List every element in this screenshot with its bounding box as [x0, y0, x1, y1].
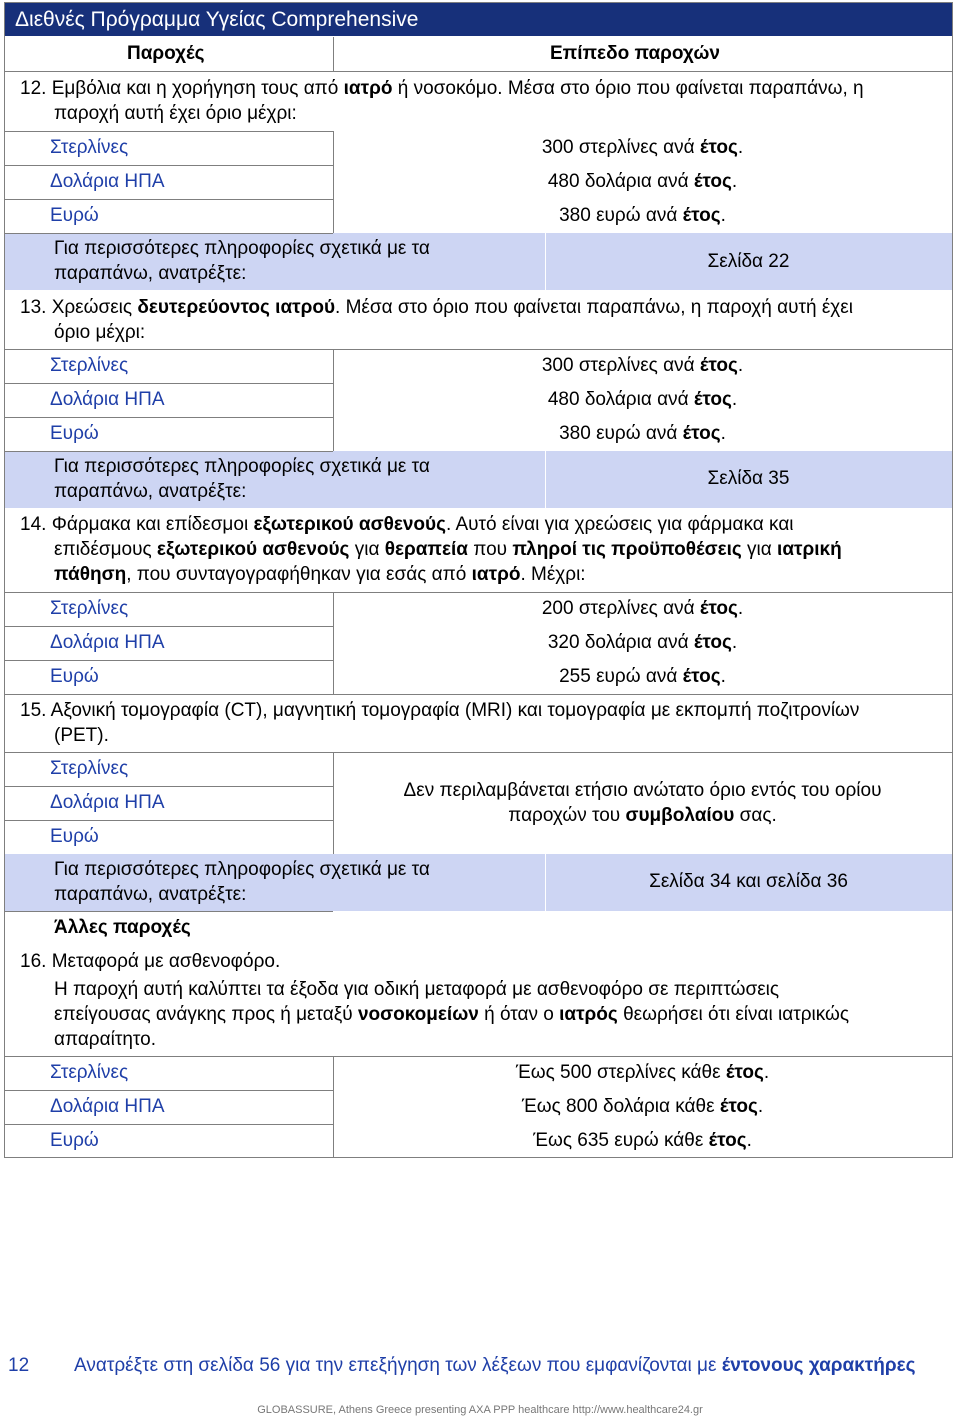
divider: [5, 752, 952, 753]
currency-usd: Δολάρια ΗΠΑ: [50, 389, 165, 410]
item-12-line-1: 12. Εμβόλια και η χορήγηση τους από ιατρό ή νοσοκόμο. Μέσα στο όριο που φαίνεται παραπάνω, η: [20, 78, 864, 99]
currency-gbp: Στερλίνες: [50, 355, 129, 376]
divider: [5, 786, 333, 787]
currency-eur: Ευρώ: [50, 205, 99, 226]
item-16-line-2: επείγουσας ανάγκης προς ή μεταξύ νοσοκομείων ή όταν ο ιατρός θεωρήσει ότι είναι ιατρικώς: [54, 1004, 849, 1025]
limit-usd: 480 δολάρια ανά έτος.: [547, 389, 738, 410]
page-number: 12: [8, 1355, 30, 1376]
currency-usd: Δολάρια ΗΠΑ: [50, 792, 165, 813]
limit-gbp: 300 στερλίνες ανά έτος.: [541, 355, 744, 376]
more-info-label: Για περισσότερες πληροφορίες σχετικά με τα παραπάνω, ανατρέξτε:: [54, 859, 430, 905]
divider: [5, 417, 333, 418]
limit-gbp: 200 στερλίνες ανά έτος.: [541, 598, 744, 619]
item-14-line-2: επιδέσμους εξωτερικού ασθενούς για θεραπεία που πληροί τις προϋποθέσεις για ιατρική: [54, 539, 842, 560]
item-16-line-1: Η παροχή αυτή καλύπτει τα έξοδα για οδική μεταφορά με ασθενοφόρο σε περιπτώσεις: [54, 979, 780, 1000]
no-limit-note: Δεν περιλαμβάνεται ετήσιο ανώτατο όριο εντός του ορίου παροχών του συμβολαίου σας.: [403, 780, 882, 826]
currency-usd: Δολάρια ΗΠΑ: [50, 632, 165, 653]
divider: [5, 199, 333, 200]
currency-eur: Ευρώ: [50, 666, 99, 687]
page-title: Διεθνές Πρόγραμμα Υγείας Comprehensive: [5, 3, 952, 36]
item-16-title: 16. Μεταφορά με ασθενοφόρο.: [20, 951, 281, 972]
divider: [5, 451, 333, 452]
divider: [333, 131, 334, 233]
divider: [5, 660, 333, 661]
limit-usd: 480 δολάρια ανά έτος.: [547, 171, 738, 192]
page-reference: Σελίδα 34 και σελίδα 36: [649, 871, 848, 892]
divider: [5, 165, 333, 166]
item-15-line-2: (PET).: [54, 725, 109, 746]
divider: [5, 1124, 333, 1125]
currency-usd: Δολάρια ΗΠΑ: [50, 171, 165, 192]
page-reference: Σελίδα 35: [707, 468, 790, 489]
credit-line: GLOBASSURE, Athens Greece presenting AXA PPP healthcare http://www.healthcare24.gr: [257, 1404, 703, 1416]
limit-usd: 320 δολάρια ανά έτος.: [547, 632, 738, 653]
more-info-label: Για περισσότερες πληροφορίες σχετικά με τα παραπάνω, ανατρέξτε:: [54, 456, 430, 502]
item-13-line-2: όριο μέχρι:: [54, 322, 146, 343]
divider: [5, 131, 333, 132]
column-header-benefits: Παροχές: [127, 43, 205, 64]
divider: [5, 626, 333, 627]
limit-usd: Έως 800 δολάρια κάθε έτος.: [521, 1096, 764, 1117]
divider: [5, 71, 952, 72]
divider: [333, 349, 334, 451]
limit-eur: 380 ευρώ ανά έτος.: [559, 205, 726, 226]
more-info-label: Για περισσότερες πληροφορίες σχετικά με τα παραπάνω, ανατρέξτε:: [54, 238, 430, 284]
limit-gbp: 300 στερλίνες ανά έτος.: [541, 137, 744, 158]
divider: [5, 233, 333, 234]
column-header-levels: Επίπεδο παροχών: [550, 43, 720, 64]
currency-gbp: Στερλίνες: [50, 758, 129, 779]
divider: [5, 911, 333, 912]
currency-gbp: Στερλίνες: [50, 1062, 129, 1083]
item-15-line-1: 15. Αξονική τομογραφία (CT), μαγνητική τομογραφία (MRI) και τομογραφία με εκπομπή ποζιτρονίων: [20, 700, 860, 721]
divider: [333, 592, 334, 694]
limit-eur: Έως 635 ευρώ κάθε έτος.: [533, 1130, 752, 1151]
divider: [5, 592, 952, 593]
item-14-line-1: 14. Φάρμακα και επίδεσμοι εξωτερικού ασθενούς. Αυτό είναι για χρεώσεις για φάρμακα και: [20, 514, 794, 535]
limit-gbp: Έως 500 στερλίνες κάθε έτος.: [515, 1062, 770, 1083]
divider: [5, 349, 952, 350]
currency-usd: Δολάρια ΗΠΑ: [50, 1096, 165, 1117]
section-heading-other-benefits: Άλλες παροχές: [54, 917, 191, 938]
limit-eur: 255 ευρώ ανά έτος.: [559, 666, 726, 687]
divider: [333, 1056, 334, 1157]
item-14-line-3: πάθηση, που συνταγογραφήθηκαν για εσάς από ιατρό. Μέχρι:: [54, 564, 586, 585]
item-16-line-3: απαραίτητο.: [54, 1029, 156, 1050]
currency-eur: Ευρώ: [50, 826, 99, 847]
limit-eur: 380 ευρώ ανά έτος.: [559, 423, 726, 444]
currency-gbp: Στερλίνες: [50, 598, 129, 619]
currency-eur: Ευρώ: [50, 1130, 99, 1151]
divider: [333, 37, 334, 71]
item-13-line-1: 13. Χρεώσεις δευτερεύοντος ιατρού. Μέσα στο όριο που φαίνεται παραπάνω, η παροχή αυτή έχει: [20, 297, 853, 318]
currency-eur: Ευρώ: [50, 423, 99, 444]
footer-note: Ανατρέξτε στη σελίδα 56 για την επεξήγηση των λέξεων που εμφανίζονται με έντονους χαρακτήρες: [74, 1355, 916, 1376]
divider: [5, 1056, 952, 1057]
divider: [5, 820, 333, 821]
divider: [5, 383, 333, 384]
currency-gbp: Στερλίνες: [50, 137, 129, 158]
divider: [5, 1090, 333, 1091]
divider: [5, 694, 952, 695]
page-reference: Σελίδα 22: [707, 251, 790, 272]
item-12-line-2: παροχή αυτή έχει όριο μέχρι:: [54, 103, 297, 124]
